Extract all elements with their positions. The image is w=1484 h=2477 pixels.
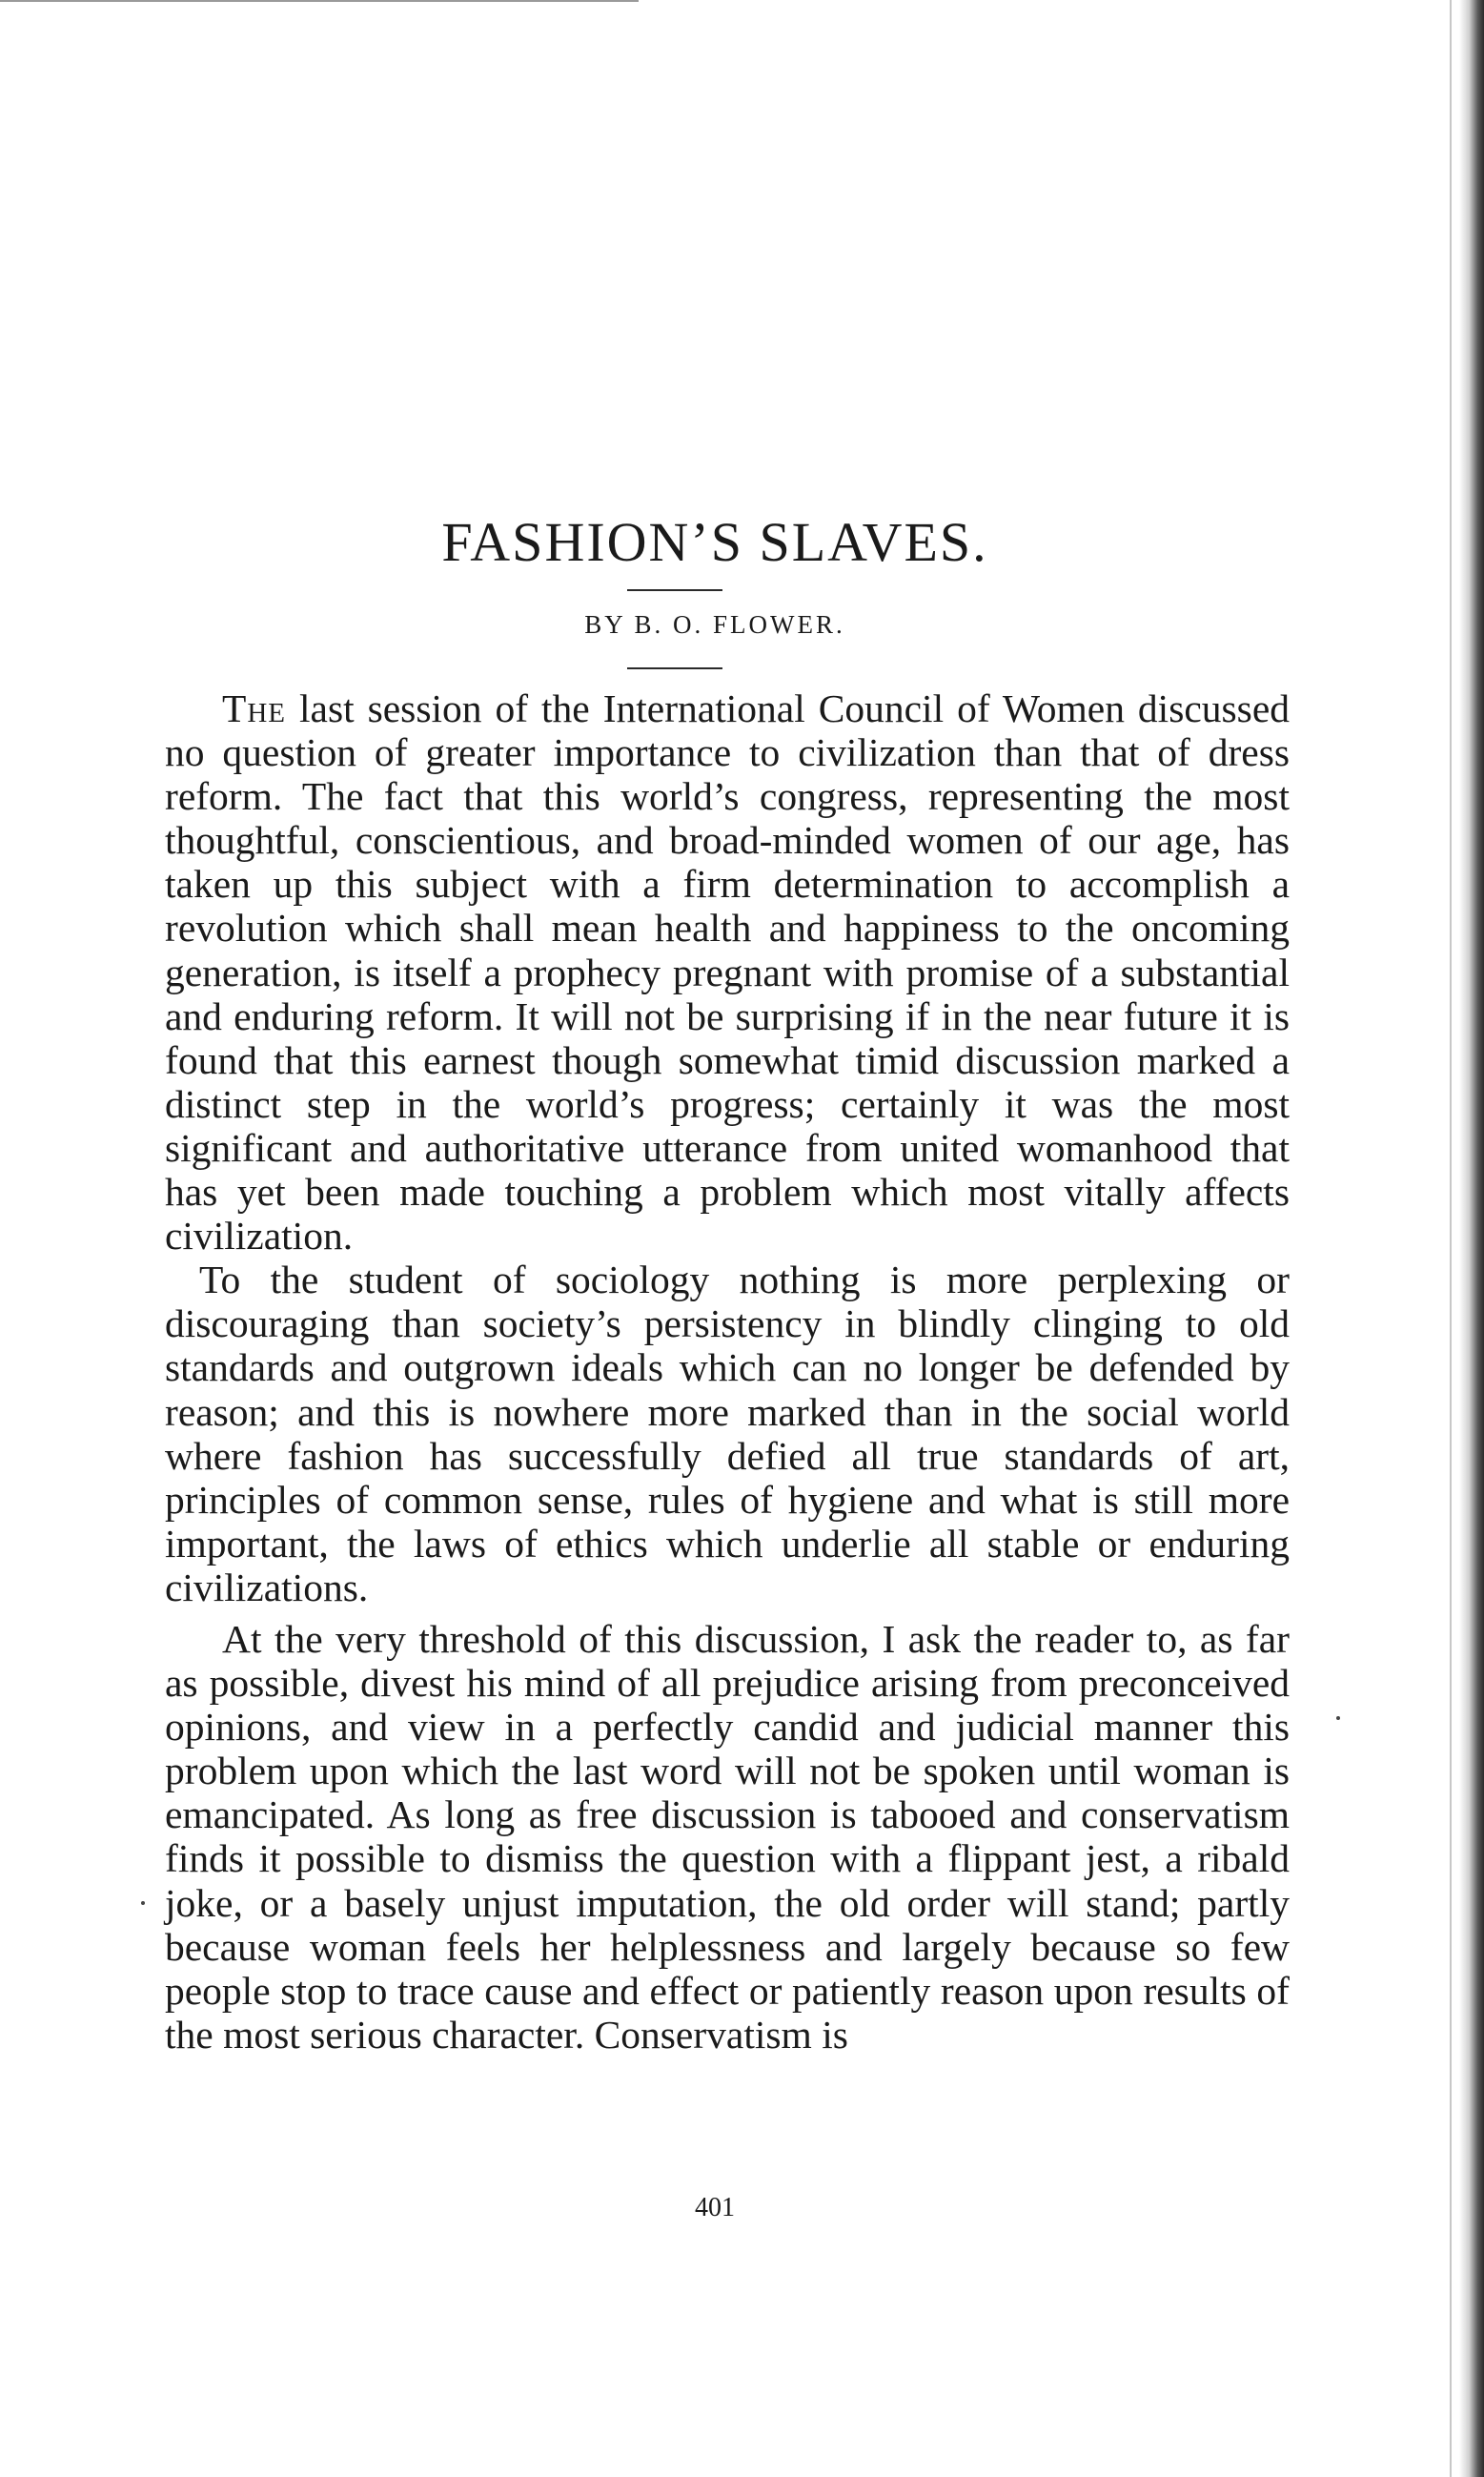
binding-shadow: [1459, 0, 1484, 2477]
paragraph: At the very threshold of this discussion, I ask the reader to, as far as possible, divest his mind of all prejudice arising from preconceived opinions, and view in a perfectly candid and judicial manner this problem upon which the last word will not be spoken until woman is emancipated. As long as free discussion is tabooed and conservatism finds it possible to dismiss the question with a flippant jest, a ribald joke, or a basely unjust imputation, the old order will stand; partly because woman feels her helplessness and largely because so few people stop to trace cause and effect or patiently reason upon results of the most serious character. Conservatism is: [165, 1616, 1290, 2057]
page-edge-line: [1450, 0, 1452, 2477]
paragraph: [165, 686, 1290, 1258]
article-byline: BY B. O. FLOWER.: [584, 610, 845, 639]
title-divider: [627, 589, 722, 591]
paragraph-text: last session of the International Council of Women discussed no question of greater importance to civilization than that of dress reform. The fact that this world’s congress, representing the most thoughtful, conscientious, and broad-minded women of our age, has taken up this subject with a firm determination to accomplish a revolution which shall mean health and happiness to the oncoming generation, is itself a prophecy pregnant with promise of a substantial and enduring reform. It will not be surprising if in the near future it is found that this earnest though somewhat timid discussion marked a distinct step in the world’s progress; certainly it was the most significant and authoritative utterance from united womanhood that has yet been made touching a problem which most vitally affects civilization.: [165, 686, 1290, 1259]
print-speck: [1336, 1716, 1340, 1720]
page-number: 401: [695, 2193, 735, 2222]
top-edge-rule: [0, 0, 639, 2]
article-title: FASHION’S SLAVES.: [441, 511, 988, 573]
byline-divider: [627, 667, 722, 669]
print-speck: [141, 1901, 145, 1905]
lead-word: The: [222, 686, 287, 730]
article-body: [165, 686, 1290, 2057]
paragraph: To the student of sociology nothing is more perplexing or discouraging than society’s persistency in blindly clinging to old standards and outgrown ideals which can no longer be defended by reason; and this is nowhere more marked than in the social world where fashion has successfully defied all true standards of art, principles of common sense, rules of hygiene and what is still more important, the laws of ethics which underlie all stable or enduring civilizations.: [165, 1258, 1290, 1609]
